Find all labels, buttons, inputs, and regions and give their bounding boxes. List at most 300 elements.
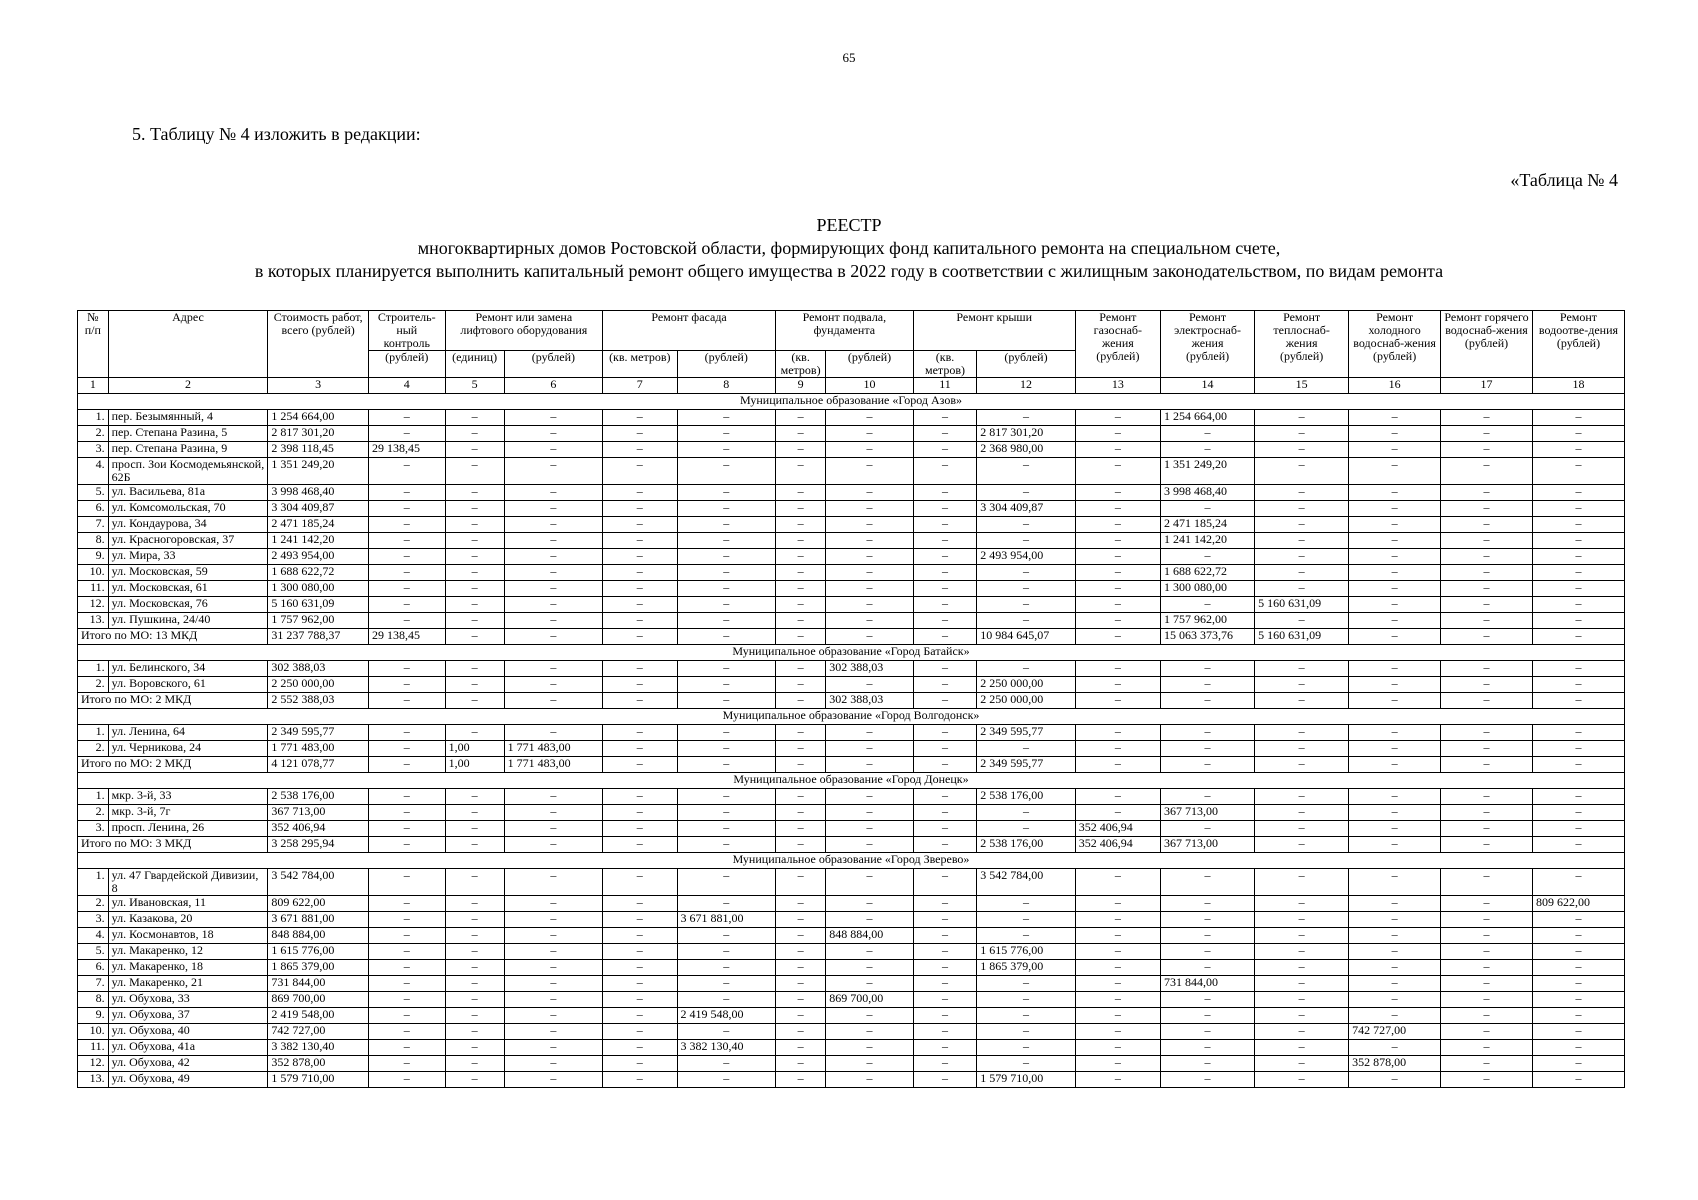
row-value: – (1075, 741, 1160, 757)
row-value: – (504, 565, 602, 581)
row-value: – (368, 944, 445, 960)
row-value: – (775, 725, 825, 741)
header-roof-rub: (рублей) (977, 351, 1075, 378)
row-address: пер. Степана Разина, 9 (108, 442, 268, 458)
row-value: – (677, 410, 775, 426)
row-number: 12. (78, 1056, 109, 1072)
table-row (78, 912, 1625, 928)
row-number: 4. (78, 928, 109, 944)
row-value: 742 727,00 (268, 1024, 369, 1040)
total-value: – (826, 757, 914, 773)
row-value: – (826, 944, 914, 960)
row-value: – (603, 677, 677, 693)
row-value: – (445, 581, 504, 597)
row-value: – (368, 661, 445, 677)
row-value: – (977, 485, 1075, 501)
row-value: – (603, 565, 677, 581)
total-value: 15 063 373,76 (1161, 629, 1255, 645)
row-value: 1 254 664,00 (1161, 410, 1255, 426)
row-value: 3 542 784,00 (268, 869, 369, 896)
row-value: – (1349, 597, 1441, 613)
row-number: 12. (78, 597, 109, 613)
row-value: – (775, 458, 825, 485)
row-value: 742 727,00 (1349, 1024, 1441, 1040)
row-value: – (1161, 741, 1255, 757)
row-value: – (504, 549, 602, 565)
row-value: 2 349 595,77 (977, 725, 1075, 741)
row-value: – (1075, 1072, 1160, 1088)
row-value: – (1532, 821, 1624, 837)
row-value: – (504, 501, 602, 517)
table-row (78, 661, 1625, 677)
row-value: – (1255, 821, 1349, 837)
row-value: – (1255, 517, 1349, 533)
row-value: – (1532, 597, 1624, 613)
header-construction-control: Строитель-ный контроль (368, 311, 445, 351)
row-value: – (603, 581, 677, 597)
header-electric (1161, 311, 1255, 378)
row-value: – (1255, 1056, 1349, 1072)
row-value: – (1532, 517, 1624, 533)
row-number: 1. (78, 869, 109, 896)
row-value: – (977, 458, 1075, 485)
row-value: – (677, 944, 775, 960)
row-value: 3 382 130,40 (677, 1040, 775, 1056)
row-value: – (1532, 1056, 1624, 1072)
row-value: 1 351 249,20 (268, 458, 369, 485)
table-row (78, 533, 1625, 549)
total-value: – (1161, 693, 1255, 709)
row-value: – (1349, 613, 1441, 629)
row-value: – (1255, 944, 1349, 960)
row-value: – (504, 581, 602, 597)
row-value: – (913, 821, 976, 837)
row-value: – (504, 442, 602, 458)
row-value: – (775, 442, 825, 458)
row-value: – (1255, 869, 1349, 896)
header-cc-unit: (рублей) (368, 351, 445, 378)
row-value: – (913, 501, 976, 517)
total-value: – (603, 837, 677, 853)
registry-title: РЕЕСТР (816, 215, 882, 235)
row-value: – (603, 992, 677, 1008)
registry-table (77, 310, 1625, 1088)
table-row (78, 960, 1625, 976)
row-value: – (775, 581, 825, 597)
row-value: 2 493 954,00 (268, 549, 369, 565)
row-value: – (913, 741, 976, 757)
row-value: – (1532, 869, 1624, 896)
row-address: ул. Пушкина, 24/40 (108, 613, 268, 629)
row-value: – (977, 1024, 1075, 1040)
row-value: – (445, 501, 504, 517)
row-value: – (977, 533, 1075, 549)
row-value: – (1441, 1056, 1533, 1072)
row-number: 1. (78, 661, 109, 677)
total-value: – (913, 837, 976, 853)
total-row (78, 693, 1625, 709)
row-value: – (1349, 517, 1441, 533)
total-value: 3 258 295,94 (268, 837, 369, 853)
row-value: – (913, 485, 976, 501)
row-value: – (977, 410, 1075, 426)
row-value: – (913, 442, 976, 458)
row-value: – (368, 517, 445, 533)
row-value: – (368, 741, 445, 757)
row-value: – (677, 677, 775, 693)
row-value: – (677, 869, 775, 896)
total-value: – (677, 837, 775, 853)
row-value: – (1255, 565, 1349, 581)
row-value: – (1161, 426, 1255, 442)
row-value: – (977, 597, 1075, 613)
row-value: – (1255, 677, 1349, 693)
row-value: – (1441, 928, 1533, 944)
total-value: – (1532, 693, 1624, 709)
header-cold-water-unit: (рублей) (1373, 349, 1417, 363)
row-value: – (1161, 725, 1255, 741)
row-value: – (677, 1024, 775, 1040)
column-number: 4 (368, 378, 445, 394)
row-value: 2 419 548,00 (677, 1008, 775, 1024)
total-row (78, 757, 1625, 773)
row-value: – (677, 789, 775, 805)
total-label: Итого по МО: 2 МКД (78, 693, 268, 709)
total-value: – (1349, 757, 1441, 773)
row-value: 2 250 000,00 (268, 677, 369, 693)
row-value: – (1075, 485, 1160, 501)
row-number: 3. (78, 821, 109, 837)
row-value: – (826, 1040, 914, 1056)
row-value: – (603, 458, 677, 485)
registry-body (78, 378, 1625, 1088)
row-value: – (1075, 442, 1160, 458)
row-value: – (1441, 992, 1533, 1008)
header-gas-unit: (рублей) (1096, 349, 1140, 363)
row-address: просп. Ленина, 26 (108, 821, 268, 837)
row-value: – (1532, 565, 1624, 581)
column-number: 2 (108, 378, 268, 394)
row-value: – (826, 533, 914, 549)
total-value: – (1349, 837, 1441, 853)
row-value: – (913, 410, 976, 426)
row-value: 3 998 468,40 (268, 485, 369, 501)
row-value: – (445, 1008, 504, 1024)
row-value: 3 998 468,40 (1161, 485, 1255, 501)
row-number: 7. (78, 517, 109, 533)
row-value: – (913, 661, 976, 677)
row-value: – (1161, 1008, 1255, 1024)
row-value: – (1255, 960, 1349, 976)
header-heat-label: Ремонт теплоснаб-жения (1273, 310, 1330, 350)
row-value: – (775, 960, 825, 976)
header-sewer (1532, 311, 1624, 378)
row-value: – (1161, 661, 1255, 677)
row-address: ул. Комсомольская, 70 (108, 501, 268, 517)
row-value: – (1349, 960, 1441, 976)
row-value: – (1532, 485, 1624, 501)
header-heat (1255, 311, 1349, 378)
table-row (78, 992, 1625, 1008)
total-value: – (1255, 837, 1349, 853)
row-value: – (913, 613, 976, 629)
row-value: – (603, 549, 677, 565)
row-value: – (1075, 533, 1160, 549)
row-value: – (775, 912, 825, 928)
row-value: – (368, 976, 445, 992)
total-value: – (1255, 693, 1349, 709)
total-value: – (504, 837, 602, 853)
row-value: – (1075, 661, 1160, 677)
row-value: – (677, 1072, 775, 1088)
total-value: 1 771 483,00 (504, 757, 602, 773)
page-number: 65 (842, 50, 856, 65)
row-value: – (603, 517, 677, 533)
row-value: – (445, 597, 504, 613)
row-value: – (775, 1072, 825, 1088)
row-value: – (368, 992, 445, 1008)
row-value: – (977, 661, 1075, 677)
row-value: – (677, 501, 775, 517)
row-value: – (445, 661, 504, 677)
table-row (78, 597, 1625, 613)
row-value: – (1441, 677, 1533, 693)
row-value: – (977, 613, 1075, 629)
row-value: – (977, 896, 1075, 912)
row-value: – (1532, 410, 1624, 426)
row-value: – (1161, 549, 1255, 565)
row-value: – (1349, 725, 1441, 741)
row-value: – (977, 517, 1075, 533)
row-value: – (1349, 992, 1441, 1008)
row-value: – (677, 992, 775, 1008)
header-hot-water-label: Ремонт горячего водоснаб-жения (1444, 310, 1529, 337)
table-row (78, 741, 1625, 757)
row-value: – (826, 976, 914, 992)
row-value: – (368, 1056, 445, 1072)
row-value: – (1255, 928, 1349, 944)
row-value: – (977, 928, 1075, 944)
section-row (78, 645, 1625, 661)
row-number: 9. (78, 1008, 109, 1024)
row-value: – (977, 1008, 1075, 1024)
row-value: – (1349, 1040, 1441, 1056)
row-address: ул. Обухова, 41а (108, 1040, 268, 1056)
row-value: – (1255, 613, 1349, 629)
row-value: – (1075, 581, 1160, 597)
row-value: – (826, 912, 914, 928)
table-row (78, 410, 1625, 426)
row-value: – (775, 597, 825, 613)
row-value: – (1441, 597, 1533, 613)
row-value: – (1532, 928, 1624, 944)
row-value: – (1349, 458, 1441, 485)
section-title: Муниципальное образование «Город Зверево» (78, 853, 1625, 869)
total-value: – (1532, 629, 1624, 645)
row-value: – (1441, 821, 1533, 837)
row-value: – (775, 661, 825, 677)
row-number: 11. (78, 581, 109, 597)
row-value: – (445, 944, 504, 960)
row-value: – (826, 501, 914, 517)
total-value: – (1075, 693, 1160, 709)
row-value: 809 622,00 (268, 896, 369, 912)
row-value: – (445, 976, 504, 992)
row-value: – (677, 821, 775, 837)
row-value: – (1255, 485, 1349, 501)
section-title: Муниципальное образование «Город Донецк» (78, 773, 1625, 789)
row-value: – (1255, 501, 1349, 517)
row-value: – (603, 533, 677, 549)
row-value: – (445, 410, 504, 426)
row-value: – (1441, 426, 1533, 442)
row-value: – (1075, 410, 1160, 426)
row-value: – (1349, 1008, 1441, 1024)
table-row (78, 805, 1625, 821)
total-label: Итого по МО: 13 МКД (78, 629, 268, 645)
row-address: мкр. 3-й, 7г (108, 805, 268, 821)
row-number: 3. (78, 442, 109, 458)
total-value: – (677, 757, 775, 773)
row-value: – (1255, 741, 1349, 757)
row-number: 2. (78, 426, 109, 442)
row-value: – (775, 944, 825, 960)
total-value: – (504, 629, 602, 645)
total-value: – (603, 629, 677, 645)
row-address: ул. Обухова, 37 (108, 1008, 268, 1024)
row-value: 1 771 483,00 (268, 741, 369, 757)
table-row (78, 1008, 1625, 1024)
row-value: – (1255, 992, 1349, 1008)
row-value: 1 757 962,00 (268, 613, 369, 629)
row-number: 2. (78, 805, 109, 821)
row-value: 302 388,03 (268, 661, 369, 677)
row-value: – (1075, 613, 1160, 629)
row-number: 11. (78, 1040, 109, 1056)
row-value: – (677, 517, 775, 533)
total-value: – (1441, 837, 1533, 853)
row-address: ул. Обухова, 33 (108, 992, 268, 1008)
total-value: – (775, 629, 825, 645)
row-value: – (977, 821, 1075, 837)
row-value: – (775, 549, 825, 565)
row-value: – (677, 613, 775, 629)
row-value: – (603, 1024, 677, 1040)
table-row (78, 1024, 1625, 1040)
row-number: 4. (78, 458, 109, 485)
row-value: – (977, 741, 1075, 757)
row-value: – (1532, 789, 1624, 805)
row-value: – (445, 613, 504, 629)
row-value: – (1255, 1024, 1349, 1040)
total-value: – (775, 757, 825, 773)
total-value: – (1532, 757, 1624, 773)
row-value: – (913, 789, 976, 805)
row-value: – (1255, 442, 1349, 458)
row-value: 3 542 784,00 (977, 869, 1075, 896)
header-address: Адрес (108, 311, 268, 378)
header-gas (1075, 311, 1160, 378)
row-value: – (826, 960, 914, 976)
row-value: – (1441, 741, 1533, 757)
total-row (78, 629, 1625, 645)
table-row (78, 1056, 1625, 1072)
row-value: – (1075, 677, 1160, 693)
header-sewer-unit: (рублей) (1556, 336, 1601, 350)
title-block (0, 214, 1698, 283)
row-value: – (1441, 789, 1533, 805)
row-value: – (445, 485, 504, 501)
row-value: – (445, 533, 504, 549)
row-address: ул. Московская, 59 (108, 565, 268, 581)
row-value: 2 398 118,45 (268, 442, 369, 458)
row-value: – (368, 725, 445, 741)
header-facade: Ремонт фасада (603, 311, 776, 351)
row-value: – (445, 725, 504, 741)
row-value: 2 471 185,24 (1161, 517, 1255, 533)
row-value: – (1441, 725, 1533, 741)
row-value: – (368, 677, 445, 693)
total-value: – (445, 693, 504, 709)
row-value: – (913, 677, 976, 693)
row-value: – (445, 517, 504, 533)
total-value: – (775, 837, 825, 853)
row-value: – (1349, 741, 1441, 757)
row-value: – (913, 458, 976, 485)
total-value: – (445, 837, 504, 853)
row-value: – (1075, 1024, 1160, 1040)
row-value: – (504, 1008, 602, 1024)
row-value: – (826, 458, 914, 485)
row-value: – (603, 613, 677, 629)
row-value: 367 713,00 (268, 805, 369, 821)
row-value: – (1532, 992, 1624, 1008)
row-value: – (1075, 1040, 1160, 1056)
row-value: – (1161, 1056, 1255, 1072)
row-value: – (445, 458, 504, 485)
row-value: 2 250 000,00 (977, 677, 1075, 693)
table-row (78, 458, 1625, 485)
header-roof-m: (кв. метров) (913, 351, 976, 378)
row-value: – (603, 960, 677, 976)
row-value: – (677, 597, 775, 613)
row-address: ул. Белинского, 34 (108, 661, 268, 677)
row-address: ул. Макаренко, 21 (108, 976, 268, 992)
table-row (78, 517, 1625, 533)
header-cold-water-label: Ремонт холодного водоснаб-жения (1353, 310, 1436, 350)
row-value: – (368, 1040, 445, 1056)
row-value: – (1349, 896, 1441, 912)
row-value: 3 382 130,40 (268, 1040, 369, 1056)
row-value: – (445, 677, 504, 693)
total-value: – (826, 837, 914, 853)
table-row (78, 725, 1625, 741)
row-value: – (1441, 960, 1533, 976)
row-value: – (1532, 1024, 1624, 1040)
row-value: – (368, 410, 445, 426)
row-value: – (1532, 960, 1624, 976)
row-address: ул. 47 Гвардейской Дивизии, 8 (108, 869, 268, 896)
table-row (78, 976, 1625, 992)
row-value: – (603, 928, 677, 944)
row-value: – (1532, 725, 1624, 741)
total-label: Итого по МО: 3 МКД (78, 837, 268, 853)
row-value: – (826, 410, 914, 426)
row-value: – (826, 485, 914, 501)
total-value: – (913, 693, 976, 709)
header-elevator: Ремонт или замена лифтового оборудования (445, 311, 603, 351)
total-value: – (677, 629, 775, 645)
